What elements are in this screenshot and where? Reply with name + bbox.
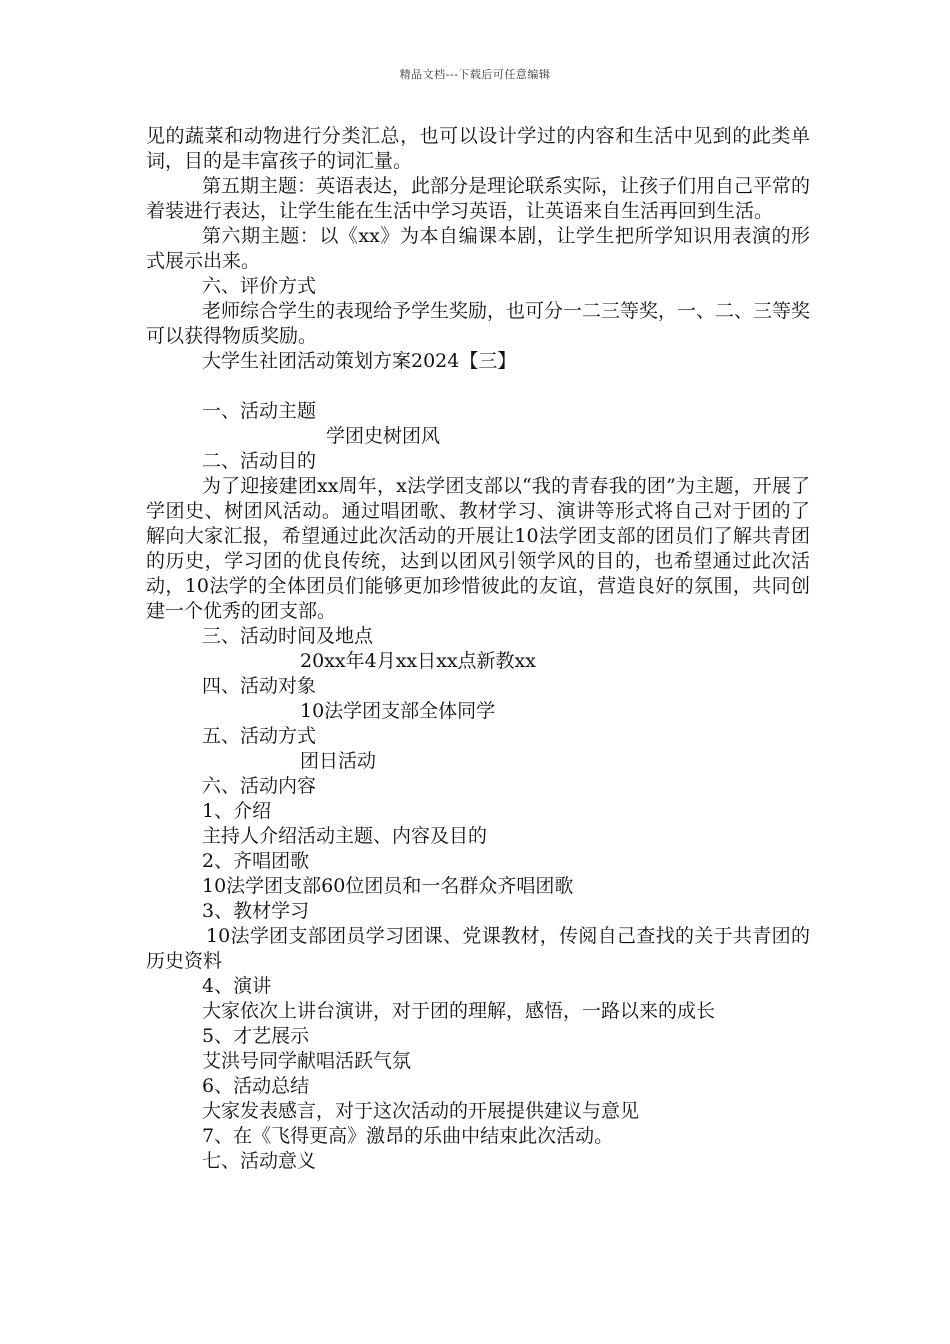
section-heading: 一、活动主题	[202, 400, 317, 422]
section-value: 学团史树团风	[326, 425, 441, 447]
section-heading: 五、活动方式	[202, 725, 317, 747]
list-item-text: 主持人介绍活动主题、内容及目的	[202, 825, 488, 847]
document-body	[146, 124, 810, 1174]
list-item-text: 大家发表感言，对于这次活动的开展提供建议与意见	[202, 1100, 640, 1122]
section-value: 团日活动	[300, 750, 377, 772]
list-item: 5、才艺展示	[202, 1025, 310, 1047]
list-item: 6、活动总结	[202, 1075, 310, 1097]
list-item: 3、教材学习	[202, 900, 310, 922]
list-item-text: 10法学团支部60位团员和一名群众齐唱团歌	[202, 875, 574, 897]
document-title: 大学生社团活动策划方案2024【三】	[202, 350, 517, 372]
list-item-text: 大家依次上讲台演讲，对于团的理解，感悟，一路以来的成长	[202, 1000, 716, 1022]
section-value: 20xx年4月xx日xx点新教xx	[300, 650, 536, 672]
paragraph: 第六期主题：以《xx》为本自编课本剧，让学生把所学知识用表演的形式展示出来。	[146, 225, 810, 272]
section-heading: 三、活动时间及地点	[202, 625, 374, 647]
section-heading: 六、评价方式	[202, 275, 317, 297]
section-value: 10法学团支部全体同学	[300, 700, 496, 722]
section-heading: 六、活动内容	[202, 775, 317, 797]
paragraph: 为了迎接建团xx周年，x法学团支部以“我的青春我的团”为主题，开展了学团史、树团风活动。通过唱团歌、教材学习、演讲等形式将自己对于团的了解向大家汇报，希望通过此次活动的开展让10法学团支部的团员们了解共青团的历史，学习团的优良传统，达到以团风引领学风的目的，也希望通过此次活动，10法学的全体团员们能够更加珍惜彼此的友谊，营造良好的氛围，共同创建一个优秀的团支部。	[146, 475, 810, 622]
list-item: 1、介绍	[202, 800, 272, 822]
blank-line	[146, 374, 810, 399]
list-item: 2、齐唱团歌	[202, 850, 310, 872]
page-header: 精品文档---下载后可任意编辑	[399, 68, 551, 81]
list-item-text: 10法学团支部团员学习团课、党课教材，传阅自己查找的关于共青团的历史资料	[146, 925, 810, 972]
paragraph: 第五期主题：英语表达，此部分是理论联系实际，让孩子们用自己平常的着装进行表达，让学生能在生活中学习英语，让英语来自生活再回到生活。	[146, 175, 811, 222]
paragraph: 见的蔬菜和动物进行分类汇总，也可以设计学过的内容和生活中见到的此类单词，目的是丰富孩子的词汇量。	[146, 125, 810, 172]
section-heading: 四、活动对象	[202, 675, 317, 697]
list-item-text: 艾洪号同学献唱活跃气氛	[202, 1050, 412, 1072]
section-heading: 二、活动目的	[202, 450, 317, 472]
list-item: 4、演讲	[202, 975, 272, 997]
list-item: 7、在《飞得更高》激昂的乐曲中结束此次活动。	[202, 1125, 614, 1147]
paragraph: 老师综合学生的表现给予学生奖励，也可分一二三等奖，一、二、三等奖可以获得物质奖励。	[146, 300, 811, 347]
section-heading: 七、活动意义	[202, 1150, 317, 1172]
